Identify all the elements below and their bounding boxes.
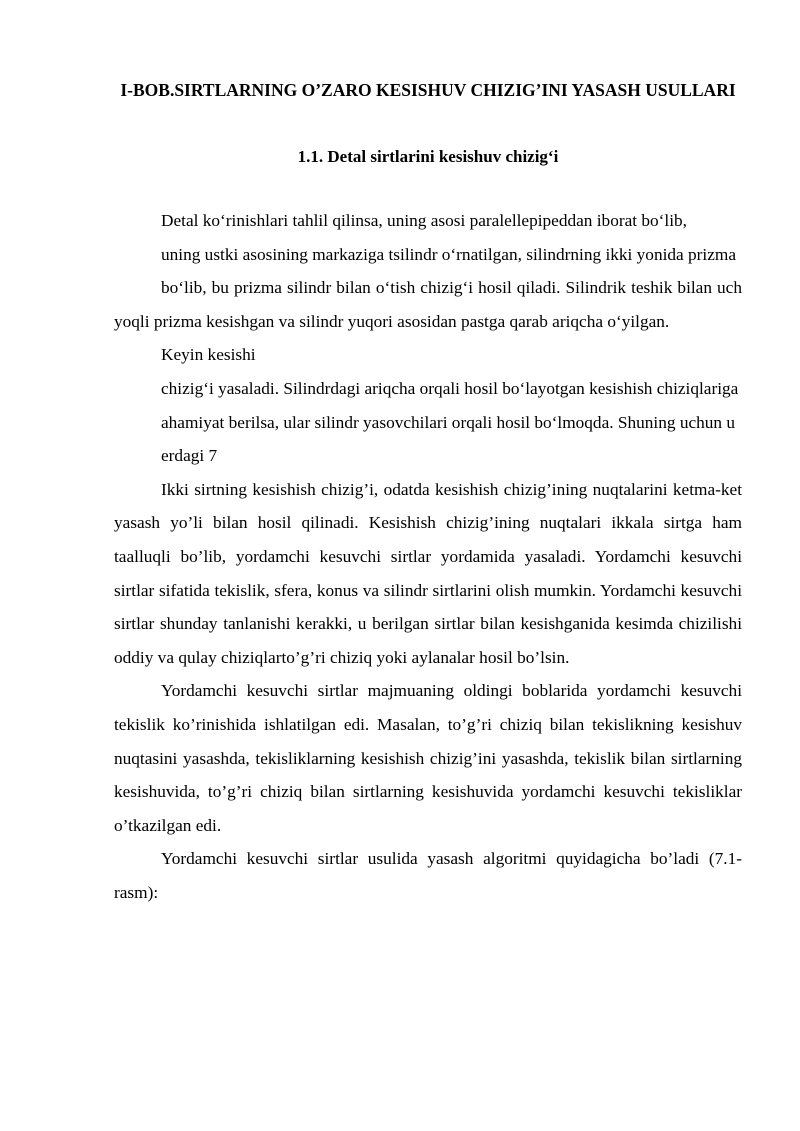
paragraph-3: bo‘lib, bu prizma silindr bilan o‘tish chizig‘i hosil qiladi. Silindrik teshik bilan uch yoqli prizma kesishgan va silindr yuqori asosidan pastga qarab ariqcha o‘yilgan. <box>114 278 742 331</box>
paragraph-9: Yordamchi kesuvchi sirtlar majmuaning oldingi boblarida yordamchi kesuvchi tekislik ko’rinishida ishlatilgan edi. Masalan, to’g’ri chiziq bilan tekislikning kesishuv nuqtasini yasashda, tekisliklarning kesishish chizig’ini yasashda, tekislik bilan sirtlarning kesishuvida, to’g’ri chiziq bilan sirtlarning kesishuvida yordamchi kesuvchi tekisliklar o’tkazilgan edi. <box>114 681 742 835</box>
paragraph-6: ahamiyat berilsa, ular silindr yasovchilari orqali hosil bo‘lmoqda. Shuning uchun u <box>161 412 736 432</box>
chapter-title: I-BOB.SIRTLARNING O’ZARO KESISHUV CHIZIG’INI YASASH USULLARI <box>120 80 736 100</box>
paragraph-1: Detal ko‘rinishlari tahlil qilinsa, uning asosi paralellepipeddan iborat bo‘lib, <box>161 211 687 230</box>
paragraph-4: Keyin kesishi <box>161 345 256 365</box>
paragraph-8: Ikki sirtning kesishish chizig’i, odatda kesishish chizig’ining nuqtalarini ketma-ket yasash yo’li bilan hosil qilinadi. Kesishish chizig’ining nuqtalari ikkala sirtga ham taalluqli bo’lib, yordamchi kesuvchi sirtlar yordamida yasaladi. Yordamchi kesuvchi sirtlar sifatida tekislik, sfera, konus va silindr sirtlarini olish mumkin. Yordamchi kesuvchi sirtlar shunday tanlanishi kerakki, u berilgan sirtlar bilan kesishganida kesimda chizilishi oddiy va qulay chiziqlarto’g’ri chiziq yoki aylanalar hosil bo’lsin. <box>114 479 742 667</box>
section-title: 1.1. Detal sirtlarini kesishuv chizig‘i <box>297 147 559 166</box>
paragraph-10: Yordamchi kesuvchi sirtlar usulida yasash algoritmi quyidagicha bo’ladi (7.1-rasm): <box>114 849 742 902</box>
paragraph-5: chizig‘i yasaladi. Silindrdagi ariqcha orqali hosil bo‘layotgan kesishish chiziqlariga <box>161 378 739 398</box>
paragraph-7: erdagi 7 <box>161 446 218 466</box>
paragraph-2: uning ustki asosining markaziga tsilindr o‘rnatilgan, silindrning ikki yonida prizma <box>161 244 736 264</box>
body-text <box>114 204 742 909</box>
